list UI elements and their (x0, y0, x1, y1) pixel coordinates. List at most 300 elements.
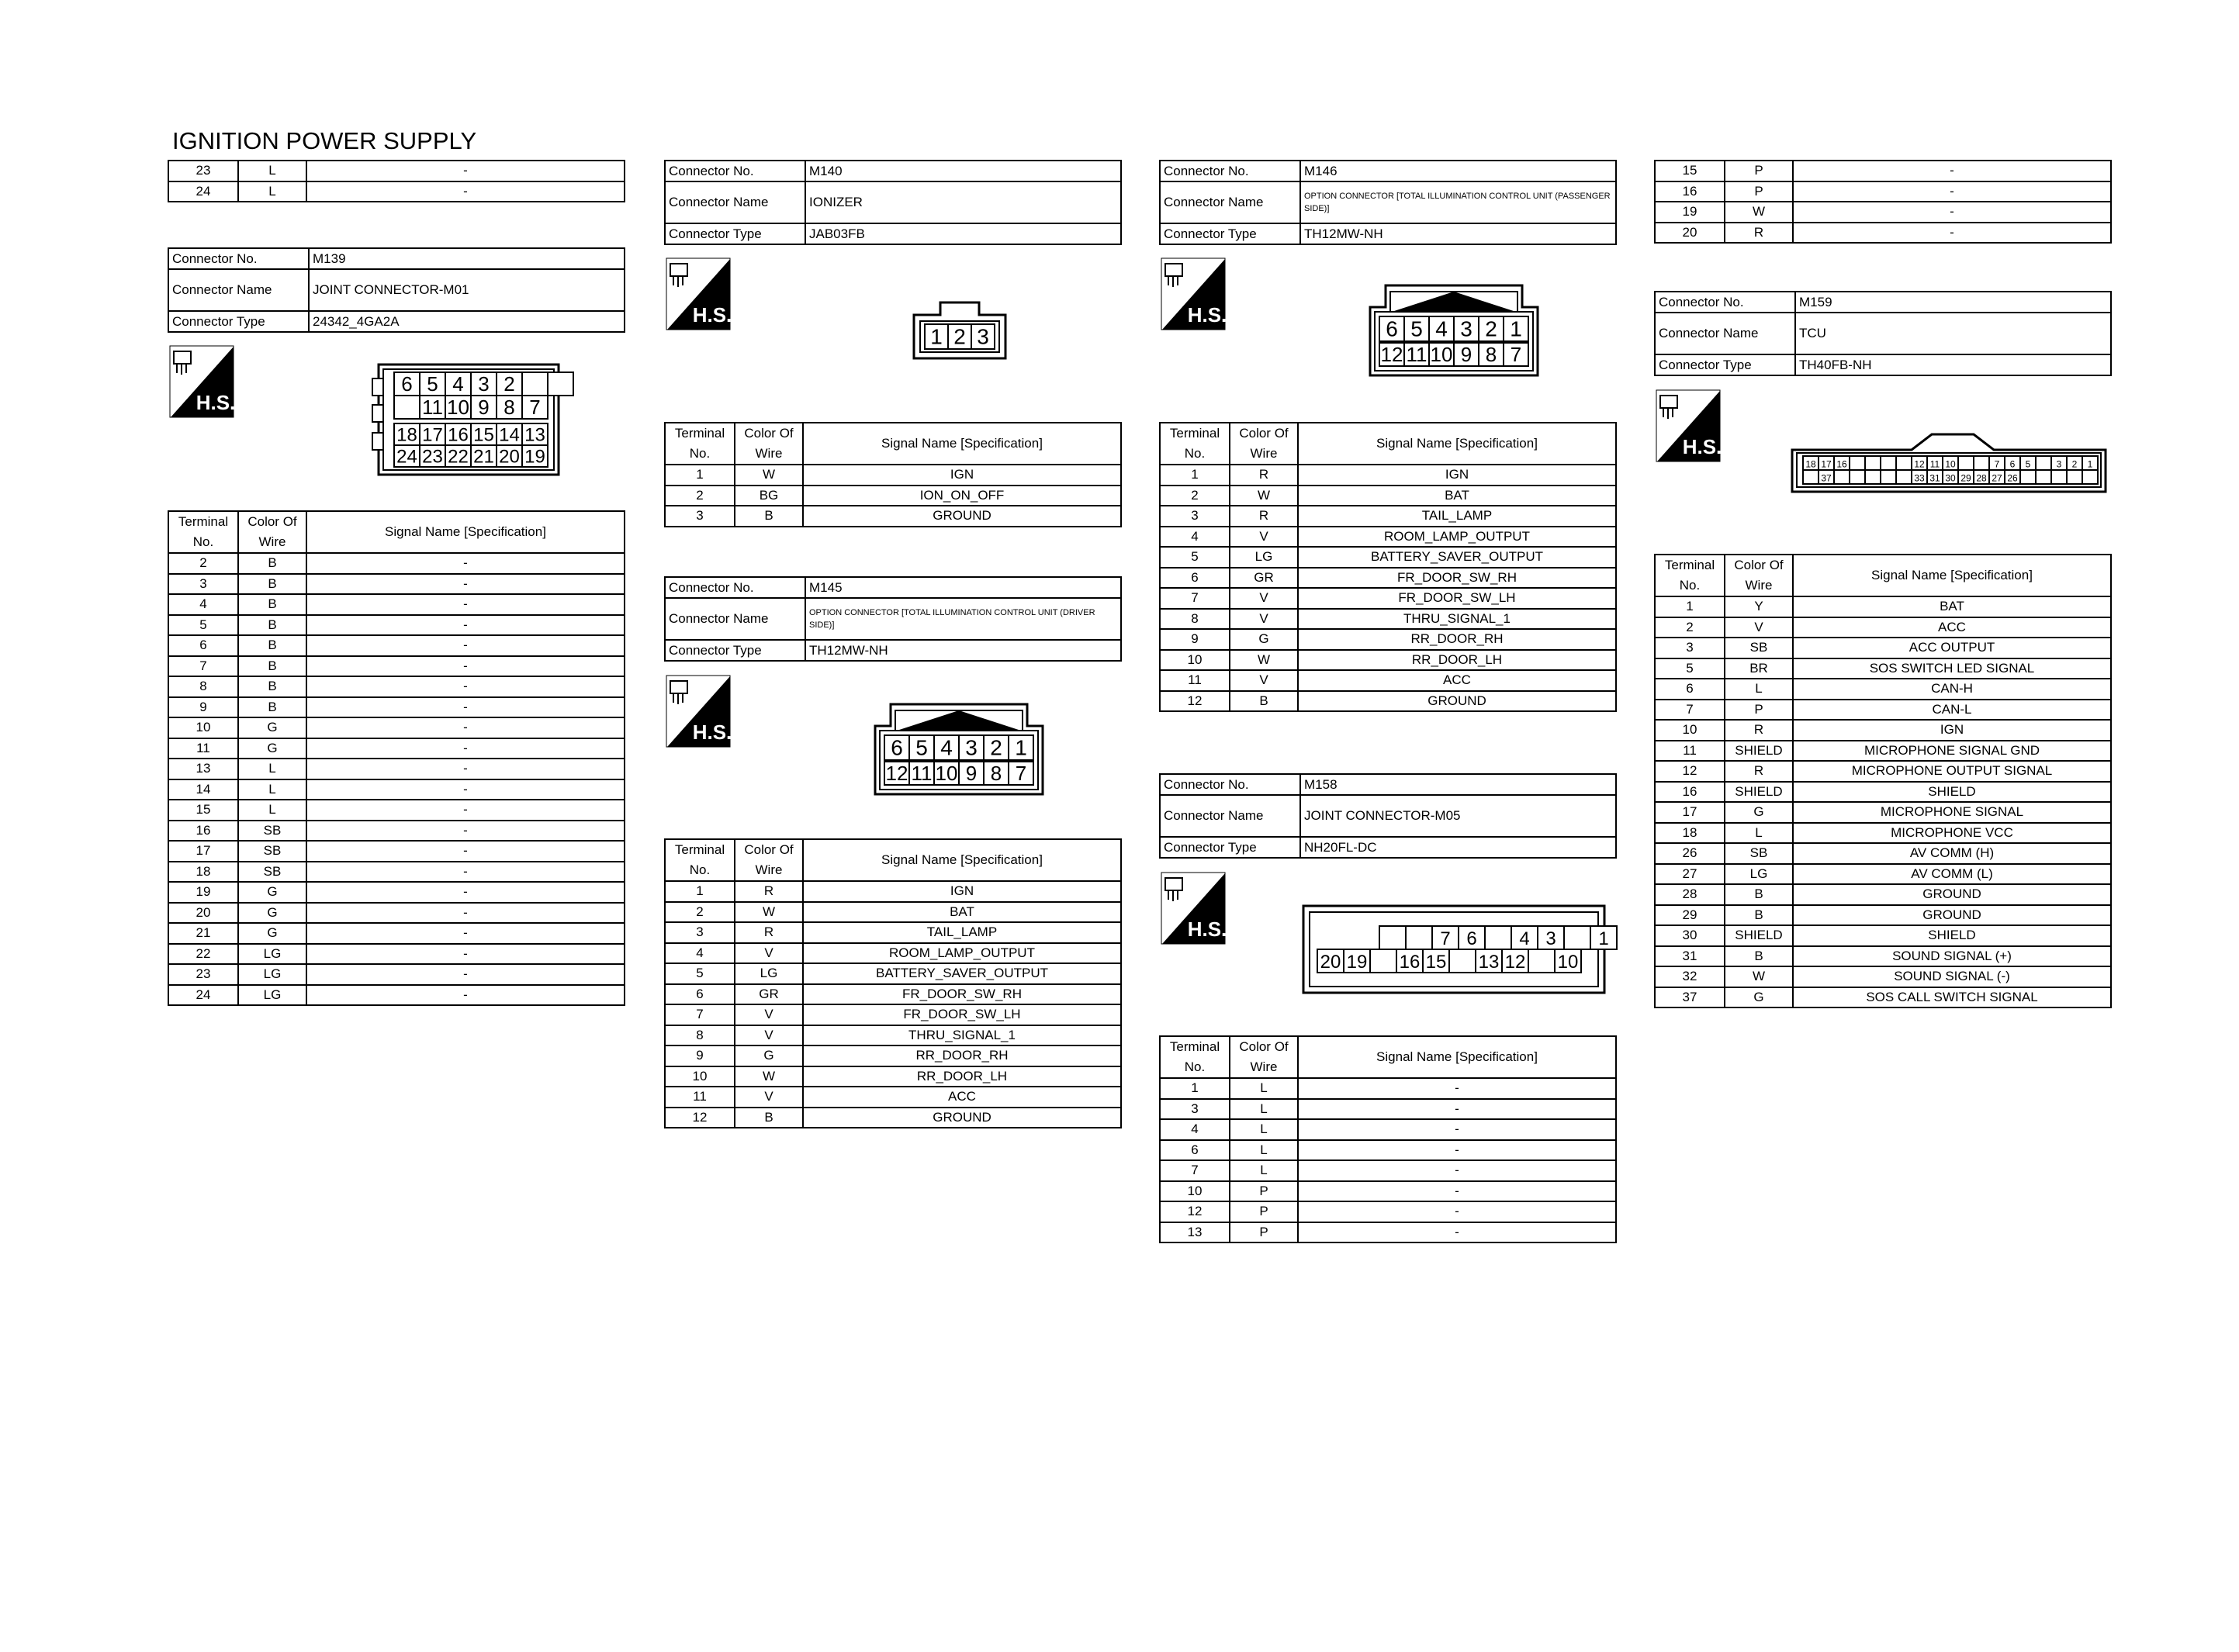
m145-terminal-table (664, 838, 1122, 1128)
terminal-cell: 13 (168, 759, 238, 779)
connector-no-label: Connector No. (168, 248, 309, 269)
signal-name-cell: CAN-H (1793, 679, 2111, 700)
pin-number: 11 (1406, 343, 1427, 366)
signal-name-cell: - (306, 697, 625, 718)
signal-name-cell: - (1298, 1201, 1616, 1222)
table-row (665, 1066, 1121, 1087)
terminal-cell: 9 (168, 697, 238, 718)
signal-name-cell: - (1298, 1119, 1616, 1140)
pin-cell (1803, 470, 1819, 484)
wire-color-cell: B (1725, 905, 1793, 926)
signal-name-cell: - (1298, 1222, 1616, 1243)
wire-color-cell: G (1230, 629, 1298, 650)
header-signal: Signal Name [Specification] (1298, 1036, 1616, 1078)
terminal-cell: 7 (168, 656, 238, 677)
connector-no-label: Connector No. (665, 577, 805, 598)
table-row (168, 800, 625, 821)
wire-color-cell: LG (238, 964, 306, 985)
pin-number: 6 (1386, 316, 1398, 341)
table-row (1655, 741, 2111, 762)
pin-number: 6 (401, 372, 413, 396)
connector-no-value: M140 (805, 161, 1121, 181)
wire-color-cell: G (1725, 987, 1793, 1008)
pin-number: 7 (1510, 343, 1522, 366)
wire-color-cell: P (1230, 1181, 1298, 1202)
signal-name-cell: IGN (803, 465, 1121, 486)
wire-color-cell: P (1725, 181, 1793, 202)
pin-number: 31 (1929, 472, 1940, 484)
signal-name-cell: - (306, 841, 625, 862)
harness-side-icon (1656, 389, 1721, 462)
signal-name-cell: - (306, 821, 625, 842)
table-row (1655, 823, 2111, 844)
terminal-cell: 28 (1655, 884, 1725, 905)
pin-number: 15 (473, 424, 494, 446)
terminal-cell: 20 (168, 903, 238, 924)
wire-color-cell: L (1230, 1140, 1298, 1161)
terminal-cell: 11 (665, 1087, 735, 1108)
pin-number: 27 (1992, 472, 2002, 484)
signal-name-cell: MICROPHONE VCC (1793, 823, 2111, 844)
signal-name-cell: - (306, 676, 625, 697)
pin-number: 13 (1478, 952, 1500, 973)
connector-no-value: M146 (1300, 161, 1616, 181)
signal-name-cell: - (306, 944, 625, 965)
m140-terminal-table (664, 422, 1122, 527)
harness-side-icon (666, 257, 731, 330)
wire-color-cell: B (238, 635, 306, 656)
m159-connector-face (1791, 433, 2107, 493)
signal-name-cell: BAT (1793, 596, 2111, 617)
wire-color-cell: G (238, 923, 306, 944)
hs-label: H.S. (1187, 918, 1227, 941)
signal-name-cell: - (306, 964, 625, 985)
terminal-cell: 5 (1655, 658, 1725, 679)
pin-number: 18 (396, 424, 417, 446)
wire-color-cell: V (1230, 527, 1298, 548)
signal-name-cell: ION_ON_OFF (803, 486, 1121, 506)
signal-name-cell: ROOM_LAMP_OUTPUT (1298, 527, 1616, 548)
pin-number: 16 (448, 424, 469, 446)
header-terminal: Terminal No. (665, 423, 735, 465)
m159-terminal-table (1654, 554, 2112, 1008)
terminal-cell: 11 (1160, 670, 1230, 691)
terminal-cell: 8 (665, 1025, 735, 1046)
pin-number: 16 (1399, 952, 1421, 973)
table-row (1160, 486, 1616, 506)
wire-color-cell: R (735, 881, 803, 902)
wire-color-cell: G (1725, 802, 1793, 823)
header-terminal: Terminal No. (168, 511, 238, 553)
pin-number: 1 (1598, 928, 1609, 949)
terminal-cell: 7 (1160, 588, 1230, 609)
table-row (168, 553, 625, 574)
connector-name-value: JOINT CONNECTOR-M01 (309, 269, 625, 311)
connector-name-label: Connector Name (1160, 795, 1300, 837)
signal-name-cell: ACC OUTPUT (1793, 638, 2111, 658)
terminal-cell: 4 (168, 594, 238, 615)
wire-color-cell: LG (735, 963, 803, 984)
pin-number: 7 (1994, 458, 2000, 470)
pin-cell (1958, 456, 1974, 470)
wire-color-cell: B (238, 594, 306, 615)
wire-color-cell: G (238, 738, 306, 759)
wire-color-cell: LG (1230, 547, 1298, 568)
terminal-cell: 1 (1160, 465, 1230, 486)
pin-cell (1449, 949, 1476, 973)
terminal-cell: 6 (665, 984, 735, 1005)
table-row (1655, 720, 2111, 741)
pin-number: 12 (1914, 458, 1925, 470)
table-row (1655, 161, 2111, 181)
pin-number: 11 (911, 762, 933, 785)
pin-number: 1 (1510, 316, 1522, 341)
pin-number: 12 (1380, 343, 1403, 366)
wire-color-cell: GR (735, 984, 803, 1005)
signal-name-cell: THRU_SIGNAL_1 (803, 1025, 1121, 1046)
table-row (1160, 547, 1616, 568)
connector-type-label: Connector Type (1655, 354, 1795, 375)
wire-color-cell: B (1725, 946, 1793, 967)
m159-connector-info (1654, 291, 2112, 376)
terminal-cell: 3 (168, 574, 238, 595)
wire-color-cell: W (1725, 966, 1793, 987)
signal-name-cell: GROUND (1793, 884, 2111, 905)
table-row (1655, 181, 2111, 202)
signal-name-cell: - (306, 800, 625, 821)
terminal-cell: 4 (1160, 1119, 1230, 1140)
wire-color-cell: L (238, 161, 306, 181)
connector-type-value: NH20FL-DC (1300, 837, 1616, 858)
table-row (1655, 966, 2111, 987)
wire-color-cell: B (238, 553, 306, 574)
signal-name-cell: RR_DOOR_LH (803, 1066, 1121, 1087)
pin-number: 22 (448, 446, 469, 468)
m139-terminal-table (168, 510, 625, 1006)
wire-color-cell: V (1230, 588, 1298, 609)
terminal-cell: 21 (168, 923, 238, 944)
pin-number: 7 (1015, 762, 1027, 785)
pin-number: 5 (2025, 458, 2031, 470)
pin-number: 19 (1346, 952, 1368, 973)
terminal-cell: 3 (665, 922, 735, 943)
top-right-terminal-table (1654, 160, 2112, 244)
wire-color-cell: LG (238, 985, 306, 1006)
pin-number: 9 (478, 396, 490, 419)
pin-number: 4 (940, 735, 953, 760)
table-row (665, 1108, 1121, 1128)
pin-number: 11 (422, 396, 443, 419)
header-terminal: Terminal No. (1160, 423, 1230, 465)
pin-cell (1850, 456, 1865, 470)
table-row (665, 881, 1121, 902)
terminal-cell: 18 (168, 862, 238, 883)
signal-name-cell: - (1298, 1140, 1616, 1161)
pin-number: 23 (422, 446, 443, 468)
pin-number: 5 (1410, 316, 1423, 341)
signal-name-cell: THRU_SIGNAL_1 (1298, 609, 1616, 630)
connector-no-label: Connector No. (1655, 292, 1795, 313)
signal-name-cell: - (1298, 1181, 1616, 1202)
wire-color-cell: G (735, 1045, 803, 1066)
header-terminal: Terminal No. (1160, 1036, 1230, 1078)
hs-label: H.S. (692, 721, 732, 744)
pin-number: 9 (965, 762, 978, 785)
signal-name-cell: - (1793, 223, 2111, 244)
terminal-cell: 11 (168, 738, 238, 759)
terminal-cell: 7 (1160, 1160, 1230, 1181)
wire-color-cell: B (238, 697, 306, 718)
pin-number: 8 (990, 762, 1002, 785)
pin-cell (1896, 456, 1912, 470)
pin-number: 20 (1320, 952, 1341, 973)
terminal-cell: 10 (1655, 720, 1725, 741)
connector-name-value: IONIZER (805, 181, 1121, 223)
pin-number: 5 (915, 735, 928, 760)
wire-color-cell: B (238, 676, 306, 697)
table-row (1160, 527, 1616, 548)
table-row (1160, 1099, 1616, 1120)
table-row (1655, 987, 2111, 1008)
terminal-cell: 1 (1655, 596, 1725, 617)
connector-name-label: Connector Name (1160, 181, 1300, 223)
pin-cell (522, 372, 548, 396)
wire-color-cell: R (1725, 720, 1793, 741)
terminal-cell: 9 (665, 1045, 735, 1066)
connector-type-label: Connector Type (1160, 837, 1300, 858)
pin-cell (1974, 456, 1989, 470)
connector-no-label: Connector No. (1160, 774, 1300, 795)
table-row (1655, 843, 2111, 864)
table-row (168, 676, 625, 697)
wire-color-cell: SB (238, 862, 306, 883)
signal-name-cell: IGN (1298, 465, 1616, 486)
terminal-cell: 12 (1655, 761, 1725, 782)
terminal-cell: 24 (168, 181, 238, 202)
terminal-cell: 4 (1160, 527, 1230, 548)
m146-connector-face (1369, 284, 1539, 377)
signal-name-cell: - (1793, 181, 2111, 202)
header-signal: Signal Name [Specification] (803, 839, 1121, 881)
connector-type-value: TH12MW-NH (1300, 223, 1616, 244)
wire-color-cell: W (735, 465, 803, 486)
wire-color-cell: B (735, 506, 803, 527)
table-row (1160, 691, 1616, 712)
connector-lock-tab (372, 405, 383, 422)
table-row (665, 1025, 1121, 1046)
wire-color-cell: V (735, 1025, 803, 1046)
wire-color-cell: B (1725, 884, 1793, 905)
table-row (168, 759, 625, 779)
wire-color-cell: R (1230, 506, 1298, 527)
pin-number: 26 (2007, 472, 2018, 484)
wire-color-cell: P (1725, 161, 1793, 181)
pin-cell (1406, 926, 1432, 949)
table-row (1160, 650, 1616, 671)
signal-name-cell: BAT (803, 902, 1121, 923)
hs-label: H.S. (196, 391, 236, 414)
terminal-cell: 8 (1160, 609, 1230, 630)
hs-label: H.S. (1187, 303, 1227, 327)
pin-number: 24 (396, 446, 417, 468)
signal-name-cell: BATTERY_SAVER_OUTPUT (803, 963, 1121, 984)
wire-color-cell: L (238, 800, 306, 821)
harness-side-icon (1161, 257, 1226, 330)
pin-number: 2 (2071, 458, 2078, 470)
pin-number: 3 (1545, 928, 1556, 949)
signal-name-cell: RR_DOOR_LH (1298, 650, 1616, 671)
table-row (1655, 925, 2111, 946)
pin-number: 30 (1945, 472, 1956, 484)
signal-name-cell: - (1793, 202, 2111, 223)
table-row (168, 697, 625, 718)
signal-name-cell: - (306, 594, 625, 615)
pin-number: 11 (1929, 458, 1940, 470)
header-signal: Signal Name [Specification] (803, 423, 1121, 465)
table-row (1160, 465, 1616, 486)
signal-name-cell: BATTERY_SAVER_OUTPUT (1298, 547, 1616, 568)
connector-name-label: Connector Name (665, 598, 805, 640)
wire-color-cell: SB (238, 821, 306, 842)
table-row (1655, 638, 2111, 658)
pin-cell (1528, 949, 1555, 973)
signal-name-cell: SOS SWITCH LED SIGNAL (1793, 658, 2111, 679)
pin-number: 8 (504, 396, 515, 419)
wire-color-cell: G (238, 882, 306, 903)
wire-color-cell: V (735, 943, 803, 964)
wire-color-cell: R (735, 922, 803, 943)
pin-number: 1 (930, 324, 943, 349)
pin-number: 20 (499, 446, 520, 468)
terminal-cell: 16 (1655, 782, 1725, 803)
pin-number: 17 (422, 424, 443, 446)
wire-color-cell: V (735, 1087, 803, 1108)
terminal-cell: 2 (665, 902, 735, 923)
signal-name-cell: SOUND SIGNAL (-) (1793, 966, 2111, 987)
connector-name-label: Connector Name (1655, 313, 1795, 354)
wire-color-cell: G (238, 717, 306, 738)
signal-name-cell: TAIL_LAMP (803, 922, 1121, 943)
pin-number: 16 (1836, 458, 1847, 470)
terminal-cell: 15 (168, 800, 238, 821)
terminal-cell: 6 (1655, 679, 1725, 700)
connector-no-value: M145 (805, 577, 1121, 598)
signal-name-cell: RR_DOOR_RH (1298, 629, 1616, 650)
table-row (665, 1004, 1121, 1025)
terminal-cell: 10 (665, 1066, 735, 1087)
table-row (1655, 802, 2111, 823)
signal-name-cell: RR_DOOR_RH (803, 1045, 1121, 1066)
pin-number: 3 (1460, 316, 1472, 341)
terminal-cell: 23 (168, 161, 238, 181)
table-row (168, 779, 625, 800)
terminal-cell: 3 (1160, 506, 1230, 527)
signal-name-cell: - (1298, 1099, 1616, 1120)
connector-type-label: Connector Type (168, 311, 309, 332)
pin-number: 13 (524, 424, 545, 446)
pin-number: 12 (885, 762, 908, 785)
m146-connector-info (1159, 160, 1617, 245)
pin-number: 1 (1015, 735, 1027, 760)
pin-cell (2067, 470, 2082, 484)
header-signal: Signal Name [Specification] (306, 511, 625, 553)
table-row (665, 963, 1121, 984)
terminal-cell: 14 (168, 779, 238, 800)
wire-color-cell: B (238, 574, 306, 595)
connector-type-value: 24342_4GA2A (309, 311, 625, 332)
pin-cell (394, 396, 420, 419)
wire-color-cell: L (238, 759, 306, 779)
m145-connector-info (664, 576, 1122, 662)
wire-color-cell: V (1230, 609, 1298, 630)
wire-color-cell: GR (1230, 568, 1298, 589)
terminal-cell: 6 (1160, 1140, 1230, 1161)
table-row (168, 717, 625, 738)
signal-name-cell: - (1298, 1160, 1616, 1181)
wire-color-cell: V (735, 1004, 803, 1025)
signal-name-cell: ROOM_LAMP_OUTPUT (803, 943, 1121, 964)
table-row (665, 902, 1121, 923)
signal-name-cell: - (306, 635, 625, 656)
terminal-cell: 37 (1655, 987, 1725, 1008)
table-row (1655, 596, 2111, 617)
pin-number: 18 (1805, 458, 1816, 470)
table-row (1655, 617, 2111, 638)
table-row (168, 903, 625, 924)
connector-name-value: JOINT CONNECTOR-M05 (1300, 795, 1616, 837)
pin-cell (1881, 470, 1896, 484)
terminal-cell: 6 (1160, 568, 1230, 589)
signal-name-cell: GROUND (803, 506, 1121, 527)
pin-number: 28 (1976, 472, 1987, 484)
terminal-cell: 22 (168, 944, 238, 965)
m146-terminal-table (1159, 422, 1617, 712)
wire-color-cell: B (1230, 691, 1298, 712)
pin-cell (1370, 949, 1396, 973)
pin-number: 10 (447, 396, 469, 419)
connector-lock-tab (372, 433, 383, 450)
signal-name-cell: - (306, 882, 625, 903)
harness-side-icon (169, 345, 234, 418)
pin-number: 6 (2009, 458, 2016, 470)
page-title: IGNITION POWER SUPPLY (172, 127, 477, 154)
harness-side-icon (666, 675, 731, 748)
table-row (1160, 1140, 1616, 1161)
terminal-cell: 2 (665, 486, 735, 506)
signal-name-cell: MICROPHONE OUTPUT SIGNAL (1793, 761, 2111, 782)
wire-color-cell: L (1230, 1119, 1298, 1140)
wire-color-cell: B (238, 615, 306, 636)
signal-name-cell: AV COMM (L) (1793, 864, 2111, 885)
m140-connector-face (912, 301, 1007, 360)
wire-color-cell: L (238, 181, 306, 202)
connector-name-label: Connector Name (665, 181, 805, 223)
m158-terminal-table (1159, 1035, 1617, 1243)
table-row (1160, 609, 1616, 630)
terminal-cell: 7 (665, 1004, 735, 1025)
signal-name-cell: - (306, 862, 625, 883)
m139-connector-face (371, 363, 560, 476)
pin-number: 3 (965, 735, 978, 760)
table-row (1655, 658, 2111, 679)
pin-number: 4 (1435, 316, 1448, 341)
wire-color-cell: BG (735, 486, 803, 506)
terminal-cell: 1 (665, 465, 735, 486)
signal-name-cell: CAN-L (1793, 700, 2111, 721)
signal-name-cell: - (306, 985, 625, 1006)
wire-color-cell: SHIELD (1725, 925, 1793, 946)
wire-color-cell: W (1725, 202, 1793, 223)
